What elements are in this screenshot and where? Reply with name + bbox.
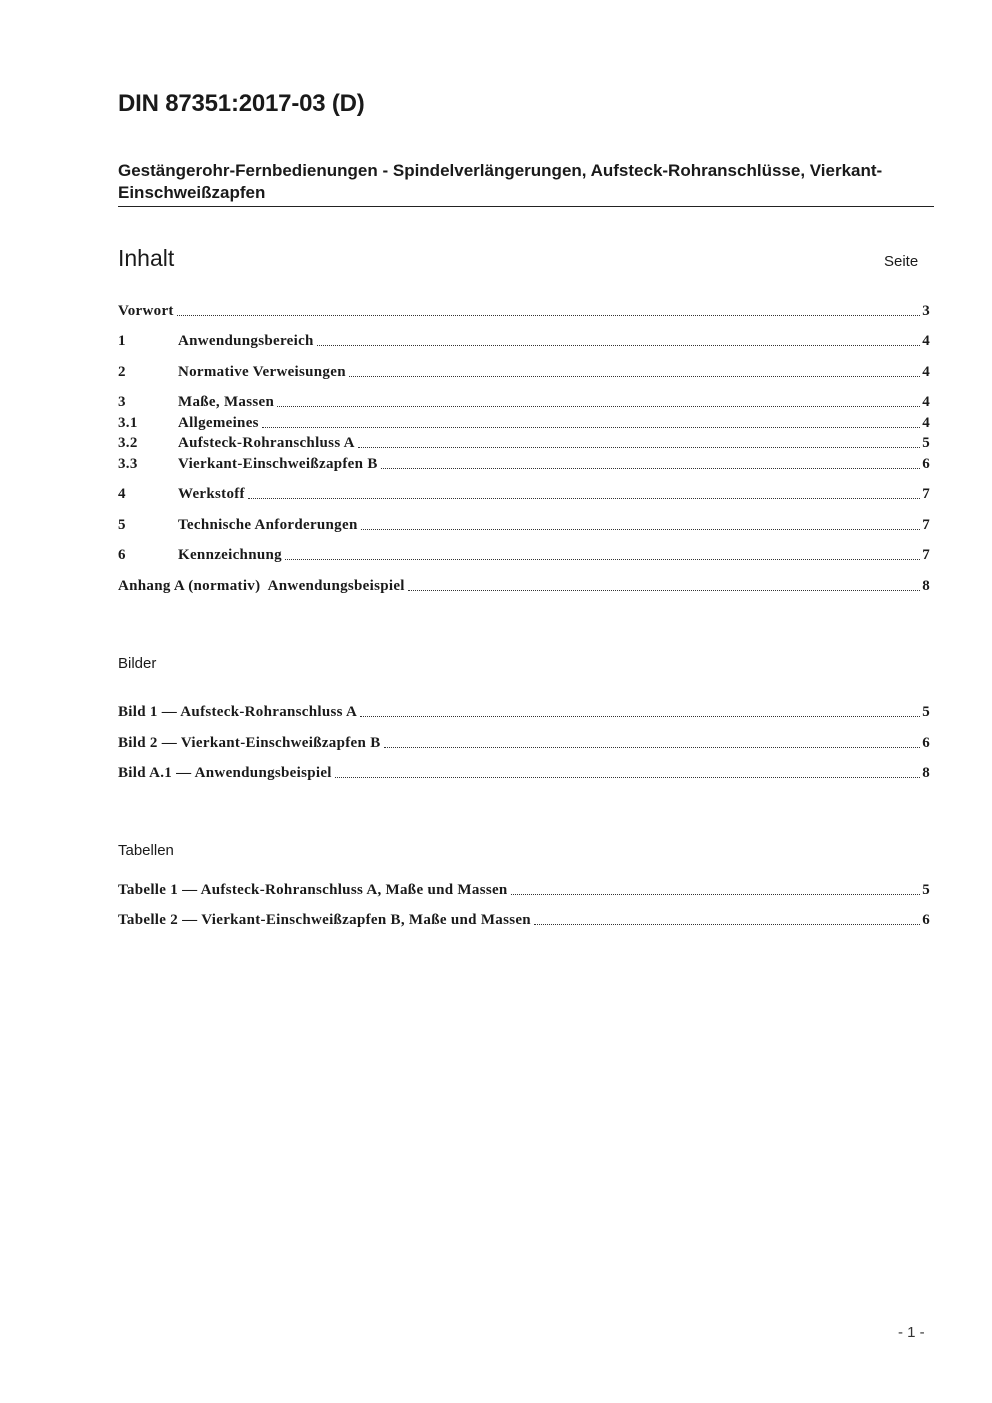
toc-entry-page: 7 xyxy=(922,547,930,563)
toc-entry-label: Maße, Massen xyxy=(178,394,275,410)
toc-entry-1[interactable] xyxy=(118,330,930,350)
toc-entry-3-3[interactable] xyxy=(118,453,930,473)
dot-leader xyxy=(361,529,921,530)
page-number: - 1 - xyxy=(898,1324,925,1341)
dot-leader xyxy=(534,924,920,925)
dot-leader xyxy=(262,427,920,428)
toc-entry-number: 3.2 xyxy=(118,435,138,451)
table-entry-page: 5 xyxy=(922,882,930,898)
dot-leader xyxy=(177,315,920,316)
figure-entry-page: 6 xyxy=(922,735,930,751)
figure-entry[interactable] xyxy=(118,762,930,782)
dot-leader xyxy=(285,559,920,560)
toc-entry-label: Anwendungsbereich xyxy=(178,333,314,349)
toc-entry-anhang-a[interactable] xyxy=(118,575,930,595)
dot-leader xyxy=(384,747,921,748)
toc-entry-label: Aufsteck-Rohranschluss A xyxy=(178,435,355,451)
figure-entry-page: 8 xyxy=(922,765,930,781)
title-divider xyxy=(118,206,934,207)
dot-leader xyxy=(277,406,920,407)
toc-entry-page: 7 xyxy=(922,517,930,533)
toc-heading: Inhalt xyxy=(118,245,175,271)
toc-entry-5[interactable] xyxy=(118,514,930,534)
toc-entry-label: Kennzeichnung xyxy=(178,547,282,563)
toc-entry-label: Normative Verweisungen xyxy=(178,364,346,380)
toc-entry-page: 4 xyxy=(922,364,930,380)
toc-entry-page: 5 xyxy=(922,435,930,451)
tables-heading: Tabellen xyxy=(118,842,174,859)
toc-entry-label: Vierkant-Einschweißzapfen B xyxy=(178,456,378,472)
dot-leader xyxy=(317,345,921,346)
document-title: DIN 87351:2017-03 (D) xyxy=(118,90,365,117)
dot-leader xyxy=(511,894,921,895)
figure-entry-label: Bild 2 — Vierkant-Einschweißzapfen B xyxy=(118,735,381,751)
toc-entry-page: 8 xyxy=(922,578,930,594)
toc-entry-page: 6 xyxy=(922,456,930,472)
figures-heading: Bilder xyxy=(118,655,157,672)
toc-entry-number: 3.1 xyxy=(118,415,138,431)
table-entry-label: Tabelle 1 — Aufsteck-Rohranschluss A, Maße und Massen xyxy=(118,882,508,898)
toc-entry-vorwort[interactable] xyxy=(118,300,930,320)
table-entry-label: Tabelle 2 — Vierkant-Einschweißzapfen B, Maße und Massen xyxy=(118,912,531,928)
dot-leader xyxy=(349,376,920,377)
toc-entry-page: 3 xyxy=(922,303,930,319)
dot-leader xyxy=(335,777,920,778)
toc-entry-label: Allgemeines xyxy=(178,415,259,431)
toc-entry-label: Vorwort xyxy=(118,303,174,319)
toc-entry-3-2[interactable] xyxy=(118,432,930,452)
toc-entry-number: 3.3 xyxy=(118,456,138,472)
toc-entry-label: Werkstoff xyxy=(178,486,245,502)
toc-entry-2[interactable] xyxy=(118,361,930,381)
table-entry[interactable] xyxy=(118,909,930,929)
toc-entry-label: Technische Anforderungen xyxy=(178,517,358,533)
toc-entry-page: 4 xyxy=(922,333,930,349)
toc-entry-page: 7 xyxy=(922,486,930,502)
dot-leader xyxy=(358,447,920,448)
toc-entry-label: Anhang A (normativ) Anwendungsbeispiel xyxy=(118,578,405,594)
figure-entry[interactable] xyxy=(118,732,930,752)
toc-entry-number: 5 xyxy=(118,517,126,533)
document-subtitle: Gestängerohr-Fernbedienungen - Spindelverlängerungen, Aufsteck-Rohranschlüsse, Vierkant-Einschweißzapfen xyxy=(118,161,883,202)
figure-entry[interactable] xyxy=(118,701,930,721)
figure-entry-label: Bild A.1 — Anwendungsbeispiel xyxy=(118,765,332,781)
toc-entry-page: 4 xyxy=(922,394,930,410)
toc-entry-3-1[interactable] xyxy=(118,412,930,432)
toc-entry-number: 6 xyxy=(118,547,126,563)
toc-entry-number: 2 xyxy=(118,364,126,380)
toc-entry-number: 1 xyxy=(118,333,126,349)
dot-leader xyxy=(248,498,920,499)
table-entry-page: 6 xyxy=(922,912,930,928)
toc-entry-4[interactable] xyxy=(118,483,930,503)
dot-leader xyxy=(408,590,920,591)
table-entry[interactable] xyxy=(118,879,930,899)
toc-entry-page: 4 xyxy=(922,415,930,431)
toc-entry-6[interactable] xyxy=(118,544,930,564)
toc-entry-3[interactable] xyxy=(118,391,930,411)
page-column-label: Seite xyxy=(884,253,919,270)
toc-entry-number: 4 xyxy=(118,486,126,502)
dot-leader xyxy=(360,716,920,717)
figure-entry-page: 5 xyxy=(922,704,930,720)
dot-leader xyxy=(381,468,921,469)
toc-entry-number: 3 xyxy=(118,394,126,410)
figure-entry-label: Bild 1 — Aufsteck-Rohranschluss A xyxy=(118,704,358,720)
